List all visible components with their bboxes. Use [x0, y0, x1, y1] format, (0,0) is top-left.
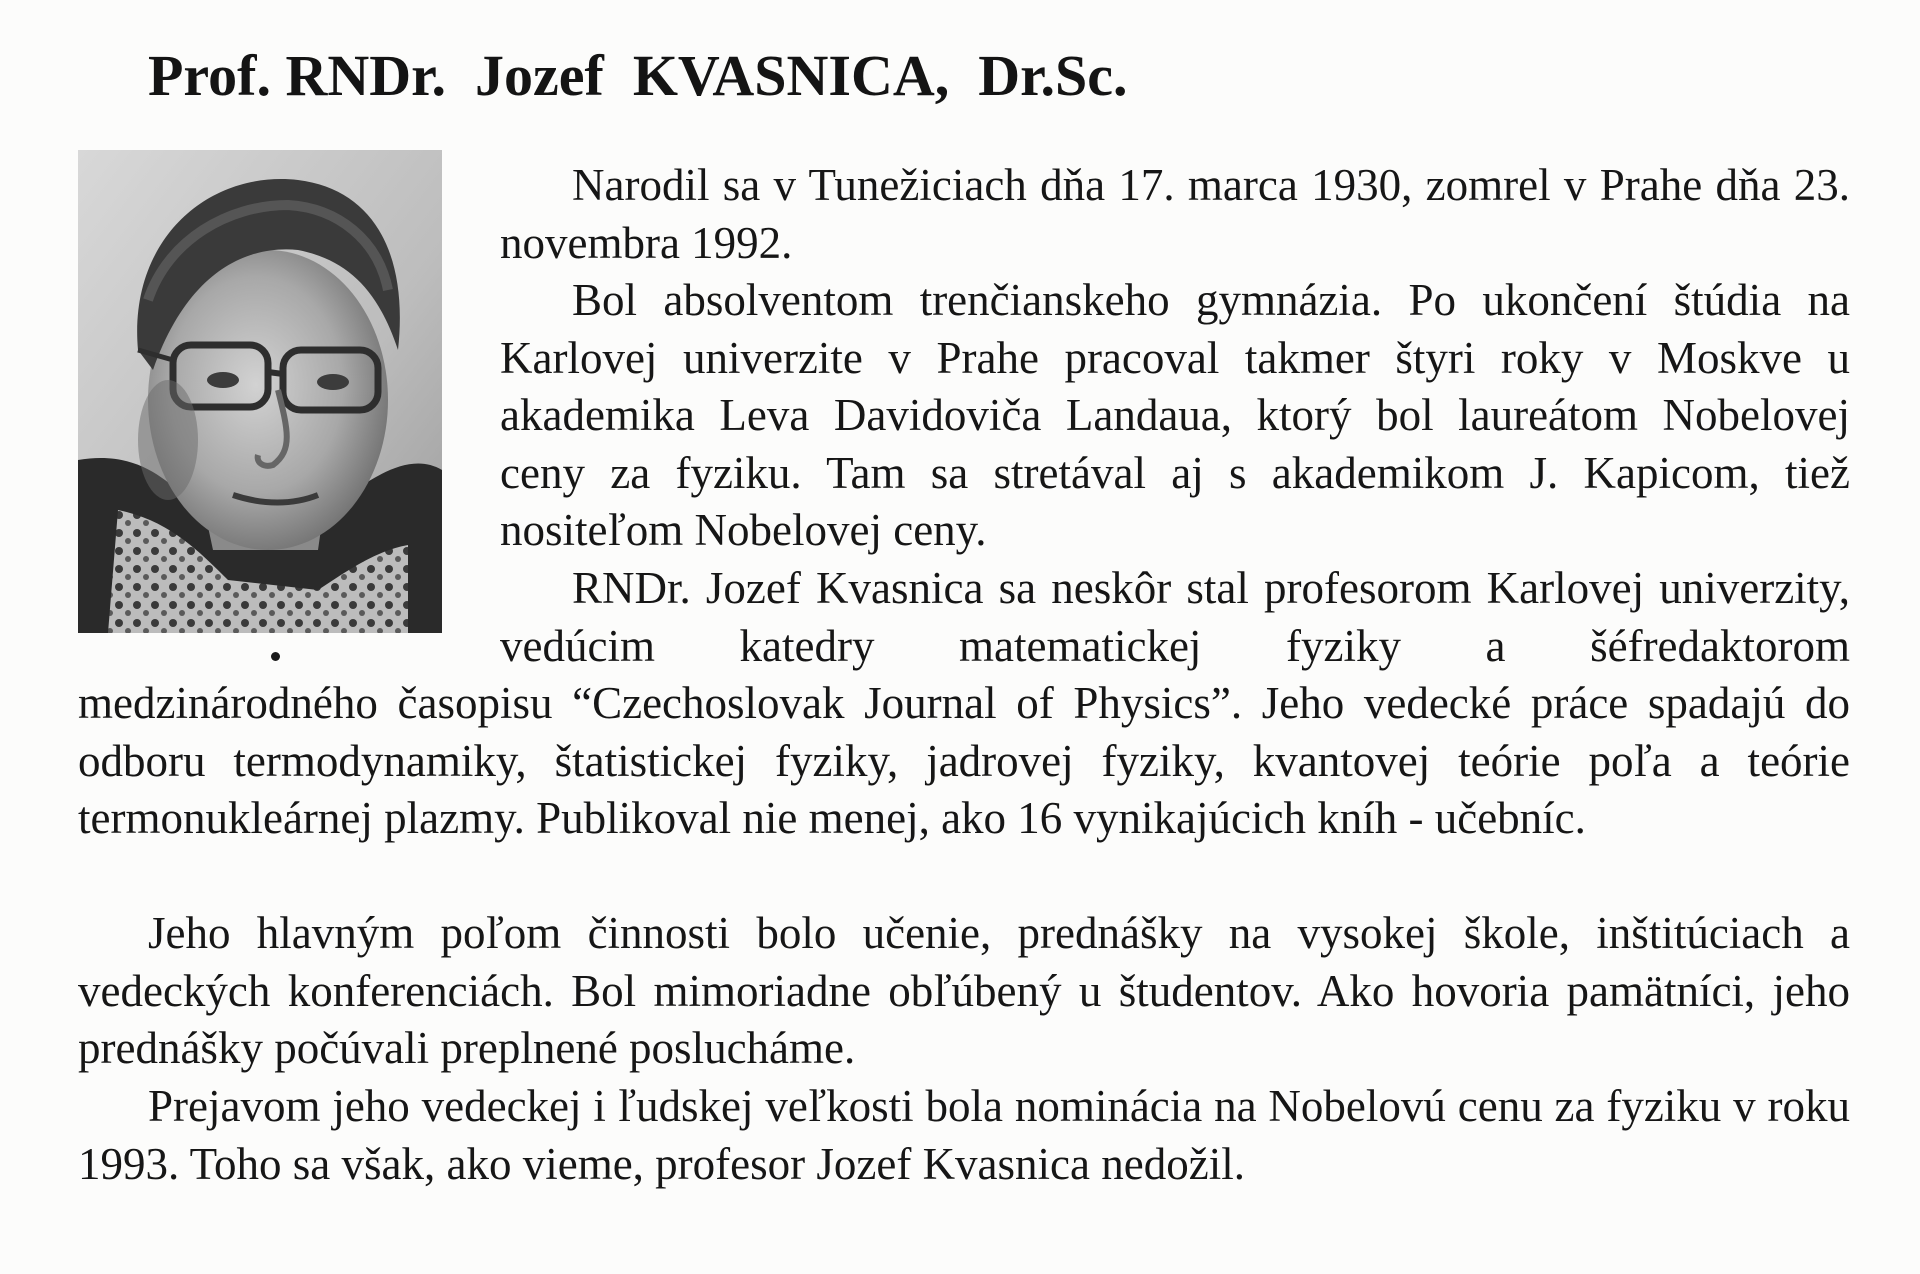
page-title: Prof. RNDr. Jozef KVASNICA, Dr.Sc. — [148, 43, 1128, 108]
paragraph-birth: Narodil sa v Tunežiciach dňa 17. marca 1930, zomrel v Prahe dňa 23. novembra 1992. — [500, 160, 1850, 268]
paragraph-nobel-nomination: Prejavom jeho vedeckej i ľudskej veľkosti bola nominácia na Nobelovú cenu za fyziku v roku 1993. Toho sa však, ako vieme, profesor Jozef Kvasnica nedožil. — [78, 1081, 1850, 1189]
portrait-photo — [78, 150, 442, 633]
paragraph-education: Bol absolventom trenčianskeho gymnázia. Po ukončení štúdia na Karlovej univerzite v Prahe pracoval takmer štyri roky v Moskve u akademika Leva Davidoviča Landaua, ktorý bol laureátom Nobelovej ceny za fyziku. Tam sa stretával aj s akademikom J. Kapicom, tiež nositeľom Nobelovej ceny. — [500, 275, 1850, 555]
paragraph-career-start: RNDr. Jozef Kvasnica sa neskôr stal profesorom Karlovej univerzity, vedúcim katedry matematickej fyziky a šéfredaktorom — [500, 563, 1850, 671]
paragraph-career-continued: medzinárodného časopisu “Czechoslovak Journal of Physics”. Jeho vedecké práce spadajú do odboru termodynamiky, štatistickej fyziky, jadrovej fyziky, kvantovej teórie poľa a teórie termonukleárnej plazmy. Publikoval nie menej, ako 16 vynikajúcich kníh - učebníc. — [78, 678, 1850, 843]
paragraph-teaching: Jeho hlavným poľom činnosti bolo učenie, prednášky na vysokej škole, inštitúciach a vedeckých konferenciách. Bol mimoriadne obľúbený u študentov. Ako hovoria pamätníci, jeho prednášky počúvali preplnené poslucháme. — [78, 908, 1850, 1073]
print-speck — [271, 652, 280, 661]
portrait-photo-icon — [78, 150, 442, 633]
